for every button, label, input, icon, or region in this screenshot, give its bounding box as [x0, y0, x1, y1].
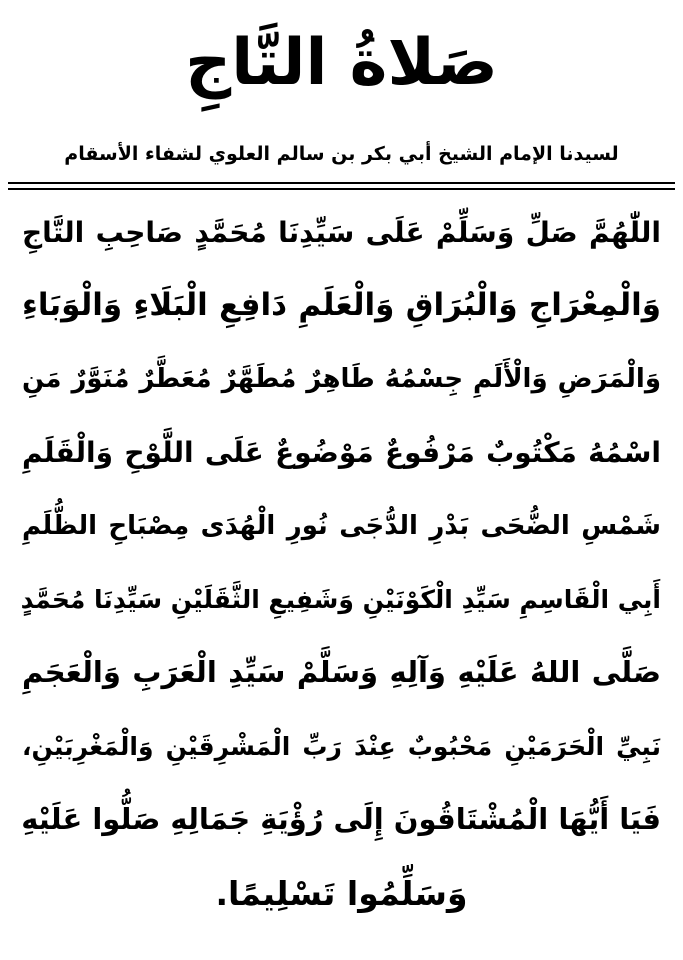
prayer-line-10: وَسَلِّمُوا تَسْلِيمًا.	[215, 873, 468, 913]
document-subtitle: لسيدنا الإمام الشيخ أبي بكر بن سالم العلوي لشفاء الأسقام	[64, 143, 619, 165]
prayer-line-9: فَيَا أَيُّهَا الْمُشْتَاقُونَ إِلَى رُؤْيَةِ جَمَالِهِ صَلُّوا عَلَيْهِ	[21, 802, 661, 837]
prayer-line-6: أَبِي الْقَاسِمِ سَيِّدِ الْكَوْنَيْنِ وَشَفِيعِ الثَّقَلَيْنِ سَيِّدِنَا مُحَمَّدٍ	[20, 584, 661, 614]
title-rule-top	[8, 182, 675, 184]
prayer-line-1: اللّٰهُمَّ صَلِّ وَسَلِّمْ عَلَى سَيِّدِنَا مُحَمَّدٍ صَاحِبِ التَّاجِ	[22, 216, 661, 249]
prayer-line-4: اسْمُهُ مَكْتُوبٌ مَرْفُوعٌ مَوْضُوعٌ عَلَى اللَّوْحِ وَالْقَلَمِ	[22, 436, 661, 470]
title-rule-bottom	[8, 188, 675, 190]
prayer-line-8: نَبِيِّ الْحَرَمَيْنِ مَحْبُوبٌ عِنْدَ رَبِّ الْمَشْرِقَيْنِ وَالْمَغْرِبَيْنِ،	[22, 731, 661, 761]
prayer-line-3: وَالْمَرَضِ وَالْأَلَمِ جِسْمُهُ طَاهِرٌ مُطَهَّرٌ مُعَطَّرٌ مُنَوَّرٌ مَنِ	[22, 363, 661, 394]
prayer-text	[0, 196, 683, 930]
document-title: صَلاةُ التَّاجِ	[185, 26, 498, 100]
prayer-line-5: شَمْسِ الضُّحَى بَدْرِ الدُّجَى نُورِ الْهُدَى مِصْبَاحِ الظُّلَمِ	[22, 510, 661, 541]
prayer-line-7: صَلَّى اللهُ عَلَيْهِ وَآلِهِ وَسَلَّمْ سَيِّدِ الْعَرَبِ وَالْعَجَمِ	[22, 655, 661, 690]
prayer-line-2: وَالْمِعْرَاجِ وَالْبُرَاقِ وَالْعَلَمِ دَافِعِ الْبَلَاءِ وَالْوَبَاءِ	[22, 287, 661, 324]
